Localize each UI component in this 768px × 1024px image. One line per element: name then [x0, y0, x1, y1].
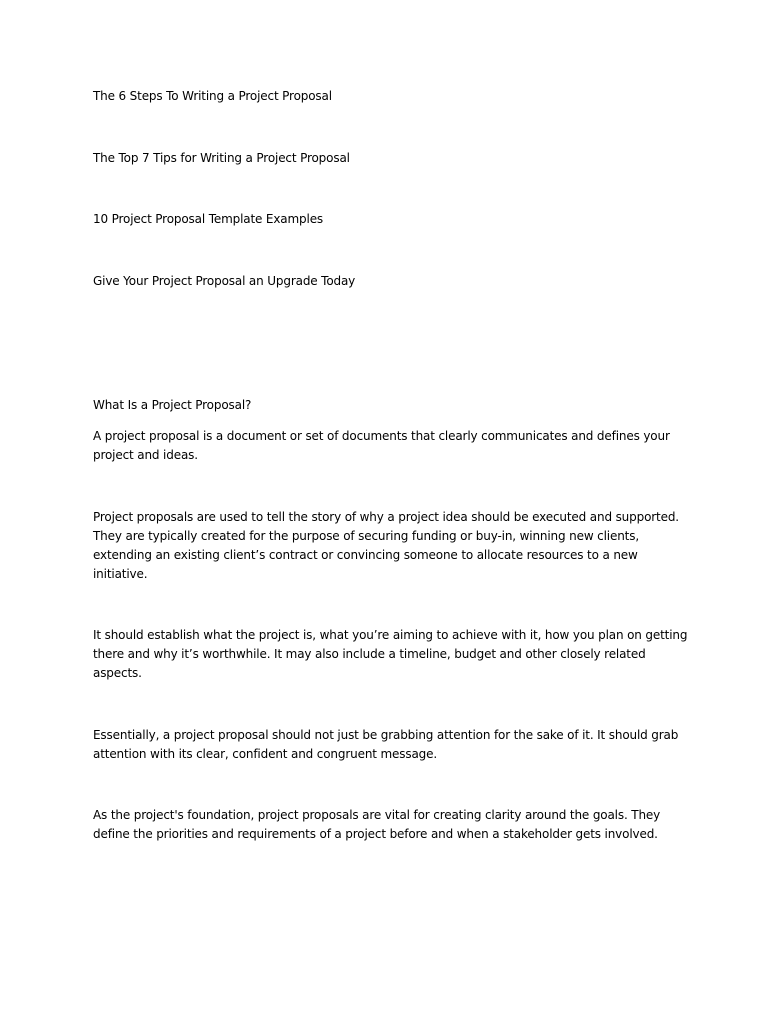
paragraph: A project proposal is a document or set of documents that clearly communicates and defines your project and ideas.	[93, 429, 670, 462]
paragraph: As the project's foundation, project proposals are vital for creating clarity around the goals. They define the priorities and requirements of a project before and when a stakeholder gets involved.	[93, 808, 661, 841]
paragraph: Essentially, a project proposal should not just be grabbing attention for the sake of it. It should grab attention with its clear, confident and congruent message.	[93, 728, 679, 761]
toc-item: 10 Project Proposal Template Examples	[93, 212, 324, 226]
paragraph: It should establish what the project is, what you’re aiming to achieve with it, how you plan on getting there and why it’s worthwhile. It may also include a timeline, budget and other closely related aspects.	[93, 628, 688, 680]
section-heading: What Is a Project Proposal?	[93, 398, 252, 412]
toc-item: Give Your Project Proposal an Upgrade Today	[93, 274, 356, 288]
toc-item: The Top 7 Tips for Writing a Project Proposal	[93, 151, 350, 165]
toc-item: The 6 Steps To Writing a Project Proposal	[93, 89, 332, 103]
paragraph: Project proposals are used to tell the story of why a project idea should be executed and supported. They are typically created for the purpose of securing funding or buy-in, winning new clients, extending an existing client’s contract or convincing someone to allocate resources to a new initiative.	[93, 510, 679, 581]
